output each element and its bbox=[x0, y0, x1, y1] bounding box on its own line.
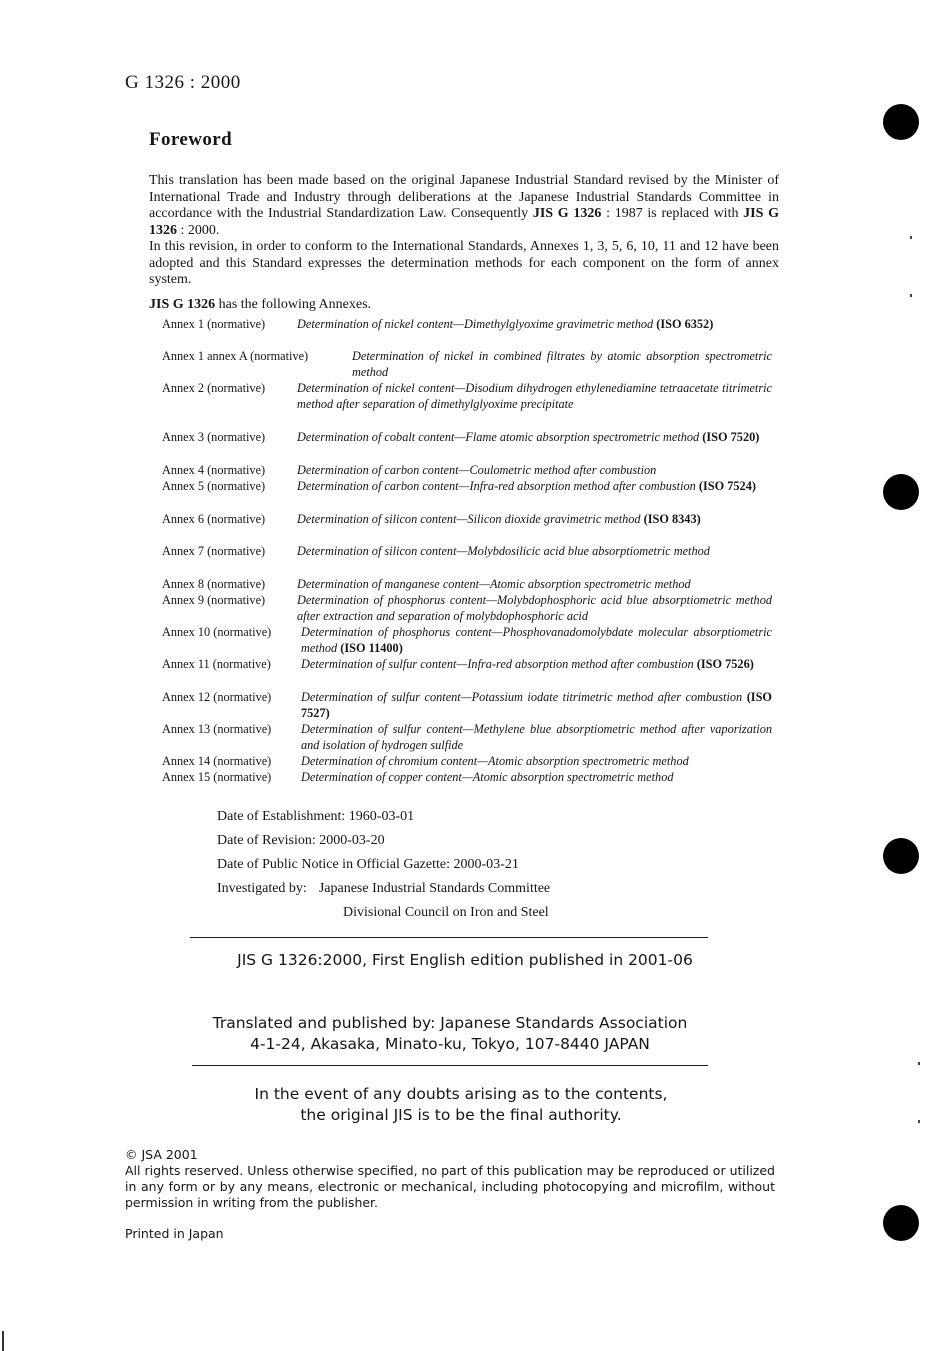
divider-line bbox=[192, 1065, 708, 1066]
divider-line bbox=[190, 937, 708, 938]
annex-label: Annex 4 (normative) bbox=[162, 463, 266, 477]
annex-label: Annex 3 (normative) bbox=[162, 430, 266, 444]
annex-item bbox=[162, 543, 772, 559]
iso-reference: (ISO 7527) bbox=[301, 690, 773, 720]
annex-title: Determination of copper content—Atomic absorption spectrometric method bbox=[301, 770, 674, 784]
punch-hole bbox=[883, 1205, 919, 1241]
punch-hole bbox=[883, 838, 919, 874]
new-standard-code: JIS G 1326 bbox=[149, 206, 780, 238]
printed-in: Printed in Japan bbox=[125, 1226, 224, 1241]
edition-statement: JIS G 1326:2000, First English edition published in 2001-06 bbox=[237, 951, 693, 969]
annex-label: Annex 14 (normative) bbox=[162, 754, 272, 768]
iso-reference: (ISO 8343) bbox=[640, 512, 701, 526]
scan-speck bbox=[910, 294, 912, 297]
annex-item bbox=[162, 624, 772, 656]
annex-list-intro: JIS G 1326 has the following Annexes. bbox=[149, 297, 372, 312]
annex-item bbox=[162, 429, 772, 445]
annex-label: Annex 15 (normative) bbox=[162, 770, 272, 784]
scan-speck bbox=[918, 1062, 920, 1065]
annex-title: Determination of nickel content—Dimethylglyoxime gravimetric method bbox=[297, 317, 654, 331]
annex-title: Determination of phosphorus content—Molybdophosphoric acid blue absorptiometric method after extraction and separation of molybdophosphoric acid bbox=[297, 593, 772, 623]
investigated-label: Investigated by: bbox=[217, 881, 307, 896]
annex-item bbox=[162, 316, 772, 332]
copyright-mark: © JSA 2001 bbox=[125, 1147, 198, 1162]
document-code-header: G 1326 : 2000 bbox=[125, 72, 241, 93]
annex-title: Determination of sulfur content—Potassium iodate titrimetric method after combustion bbox=[301, 690, 743, 704]
authority-notice: In the event of any doubts arising as to the contents, the original JIS is to be the final authority. bbox=[254, 1085, 668, 1124]
investigated-council: Divisional Council on Iron and Steel bbox=[343, 905, 549, 920]
annex-label: Annex 7 (normative) bbox=[162, 544, 266, 558]
old-standard-code: JIS G 1326 bbox=[532, 206, 602, 221]
annex-item bbox=[162, 769, 772, 785]
iso-reference: (ISO 6352) bbox=[653, 317, 714, 331]
date-establishment: Date of Establishment: 1960-03-01 bbox=[217, 809, 415, 824]
annex-title: Determination of manganese content—Atomic absorption spectrometric method bbox=[297, 577, 691, 591]
annex-item bbox=[162, 689, 772, 721]
date-revision: Date of Revision: 2000-03-20 bbox=[217, 833, 385, 848]
annex-item bbox=[162, 753, 772, 769]
foreword-body bbox=[149, 173, 779, 289]
punch-hole bbox=[883, 104, 919, 140]
annex-label: Annex 6 (normative) bbox=[162, 512, 266, 526]
scan-speck bbox=[910, 236, 912, 239]
date-public-notice: Date of Public Notice in Official Gazette: 2000-03-21 bbox=[217, 857, 519, 872]
publisher-block bbox=[0, 1013, 900, 1055]
annex-item bbox=[162, 462, 772, 478]
annex-title: Determination of carbon content—Infra-red absorption method after combustion bbox=[297, 479, 696, 493]
annex-label: Annex 1 annex A (normative) bbox=[162, 349, 309, 363]
iso-reference: (ISO 7520) bbox=[699, 430, 760, 444]
punch-hole bbox=[883, 474, 919, 510]
annex-item bbox=[162, 576, 772, 592]
investigated-by bbox=[217, 877, 550, 901]
annex-label: Annex 8 (normative) bbox=[162, 577, 266, 591]
annex-label: Annex 5 (normative) bbox=[162, 479, 266, 493]
intro-paragraph-2: In this revision, in order to conform to the International Standards, Annexes 1, 3, 5, 6, 10, 11 and 12 have been adopted and this Standard expresses the determination methods for each component on the form of annex system. bbox=[149, 239, 779, 287]
scan-edge-mark bbox=[2, 1331, 4, 1351]
annex-item bbox=[162, 348, 772, 380]
annex-label: Annex 13 (normative) bbox=[162, 722, 272, 736]
annex-title: Determination of sulfur content—Methylene blue absorptiometric method after vaporization and isolation of hydrogen sulfide bbox=[301, 722, 772, 752]
annex-title: Determination of phosphorus content—Phosphovanadomolybdate molecular absorptiometric method bbox=[301, 625, 772, 655]
annex-item bbox=[162, 721, 772, 753]
annex-title: Determination of nickel in combined filtrates by atomic absorption spectrometric method bbox=[352, 349, 772, 379]
annex-item bbox=[162, 511, 772, 527]
investigated-committee: Japanese Industrial Standards Committee bbox=[318, 881, 551, 896]
annex-label: Annex 10 (normative) bbox=[162, 625, 272, 639]
iso-reference: (ISO 7526) bbox=[693, 657, 754, 671]
annex-label: Annex 1 (normative) bbox=[162, 317, 266, 331]
copyright-text: All rights reserved. Unless otherwise specified, no part of this publication may be reproduced or utilized in any form or by any means, electronic or mechanical, including photocopying and microfilm, without permission in writing from the publisher. bbox=[125, 1163, 775, 1210]
annex-title: Determination of chromium content—Atomic absorption spectrometric method bbox=[301, 754, 689, 768]
iso-reference: (ISO 7524) bbox=[695, 479, 756, 493]
annex-item bbox=[162, 478, 772, 494]
annex-label: Annex 2 (normative) bbox=[162, 381, 266, 395]
copyright-block bbox=[125, 1147, 775, 1211]
publisher-name: Translated and published by: Japanese Standards Association bbox=[212, 1014, 688, 1032]
annex-title: Determination of silicon content—Molybdosilicic acid blue absorptiometric method bbox=[297, 544, 710, 558]
page-title: Foreword bbox=[149, 129, 233, 150]
annex-item bbox=[162, 656, 772, 672]
annex-title: Determination of cobalt content—Flame atomic absorption spectrometric method bbox=[297, 430, 700, 444]
dates-block bbox=[217, 805, 550, 925]
annex-title: Determination of carbon content—Coulometric method after combustion bbox=[297, 463, 657, 477]
annex-label: Annex 11 (normative) bbox=[162, 657, 271, 671]
iso-reference: (ISO 11400) bbox=[337, 641, 403, 655]
annex-label: Annex 12 (normative) bbox=[162, 690, 272, 704]
annex-item bbox=[162, 592, 772, 624]
annex-title: Determination of nickel content—Disodium dihydrogen ethylenediamine tetraacetate titrimetric method after separation of dimethylglyoxime precipitate bbox=[297, 381, 772, 411]
annex-title: Determination of sulfur content—Infra-red absorption method after combustion bbox=[301, 657, 694, 671]
scan-speck bbox=[918, 1120, 920, 1123]
publisher-address: 4-1-24, Akasaka, Minato-ku, Tokyo, 107-8440 JAPAN bbox=[250, 1035, 650, 1053]
annex-item bbox=[162, 380, 772, 412]
intro-paragraph-1: This translation has been made based on the original Japanese Industrial Standard revised by the Minister of International Trade and Industry through deliberations at the Japanese Industrial Standards Committee in accordance with the Industrial Standardization Law. Consequently JIS G 1326 : 1987 is replaced with JIS G 1326 : 2000. bbox=[149, 173, 780, 238]
annex-label: Annex 9 (normative) bbox=[162, 593, 266, 607]
annex-title: Determination of silicon content—Silicon dioxide gravimetric method bbox=[297, 512, 641, 526]
